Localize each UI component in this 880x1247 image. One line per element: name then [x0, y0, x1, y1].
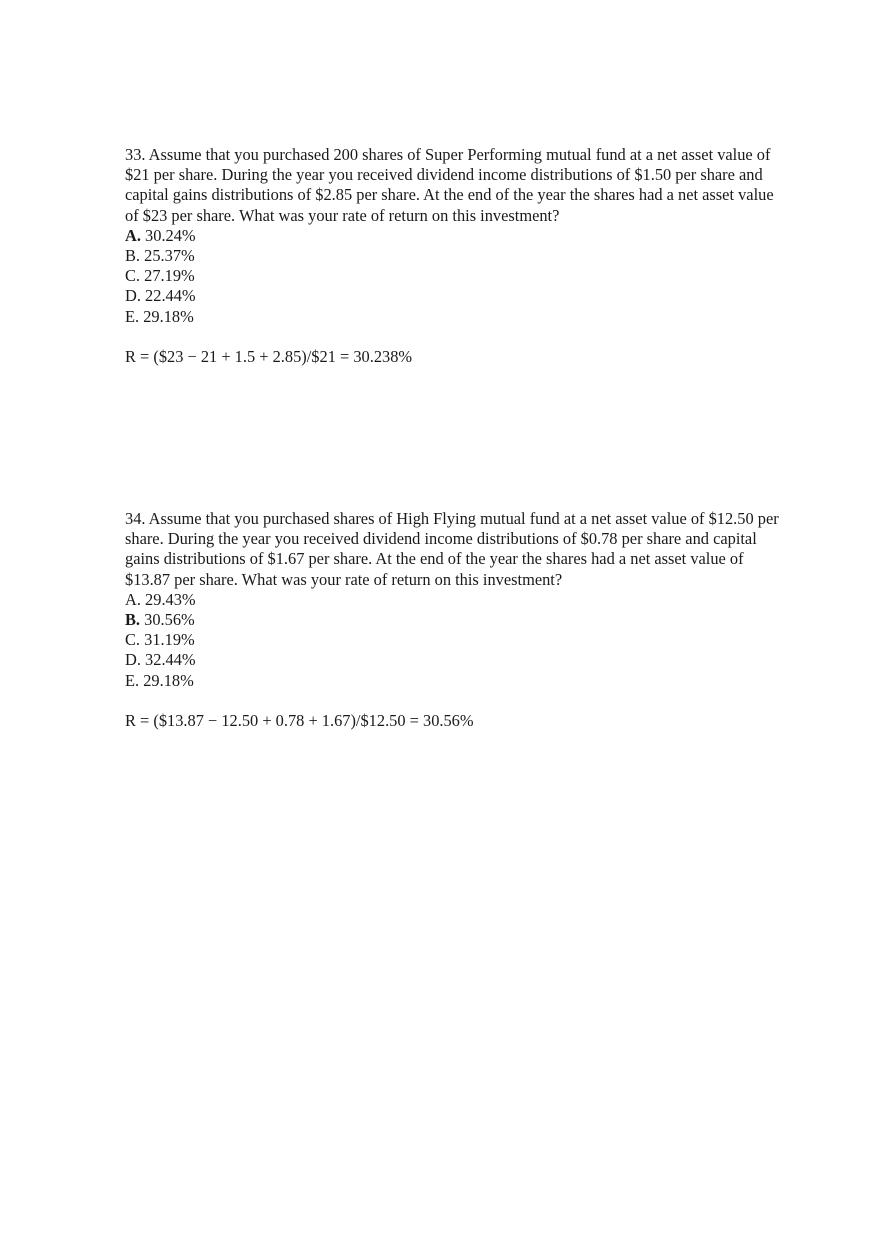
option-letter: B. [125, 610, 141, 630]
option-letter: A. [125, 589, 141, 609]
option-letter: C. [125, 630, 141, 650]
option-value: 29.18% [143, 670, 194, 690]
option-value: 30.24% [145, 225, 196, 245]
option-value: 27.19% [144, 266, 195, 286]
option-value: 22.44% [145, 286, 196, 306]
option-value: 29.43% [145, 589, 196, 609]
option-b [125, 610, 785, 630]
option-c [125, 630, 785, 650]
option-value: 25.37% [144, 246, 195, 266]
option-b [125, 246, 785, 266]
option-letter: D. [125, 650, 141, 670]
option-c [125, 266, 785, 286]
solution-formula: R = ($23 − 21 + 1.5 + 2.85)/$21 = 30.238% [125, 346, 413, 366]
answer-options [125, 226, 785, 327]
option-d [125, 650, 785, 670]
option-d [125, 286, 785, 306]
option-e [125, 307, 785, 327]
answer-options [125, 590, 785, 691]
option-letter: D. [125, 286, 141, 306]
option-a [125, 590, 785, 610]
solution-formula: R = ($13.87 − 12.50 + 0.78 + 1.67)/$12.50 = 30.56% [125, 710, 474, 730]
question-33 [125, 145, 785, 367]
option-value: 29.18% [143, 306, 194, 326]
option-value: 32.44% [145, 650, 196, 670]
option-letter: A. [125, 225, 141, 245]
question-text: 33. Assume that you purchased 200 shares of Super Performing mutual fund at a net asset value of $21 per share. During the year you received dividend income distributions of $1.50 per share and capital gains distributions of $2.85 per share. At the end of the year the shares had a net asset value of $23 per share. What was your rate of return on this investment? [125, 145, 774, 225]
option-letter: C. [125, 266, 141, 286]
option-a [125, 226, 785, 246]
option-value: 30.56% [144, 610, 195, 630]
option-e [125, 671, 785, 691]
option-value: 31.19% [144, 630, 195, 650]
question-text: 34. Assume that you purchased shares of High Flying mutual fund at a net asset value of $12.50 per share. During the year you received dividend income distributions of $0.78 per share and capital gains distributions of $1.67 per share. At the end of the year the shares had a net asset value of $13.87 per share. What was your rate of return on this investment? [125, 509, 779, 589]
option-letter: E. [125, 306, 140, 326]
question-34 [125, 509, 785, 731]
option-letter: B. [125, 246, 141, 266]
option-letter: E. [125, 670, 140, 690]
